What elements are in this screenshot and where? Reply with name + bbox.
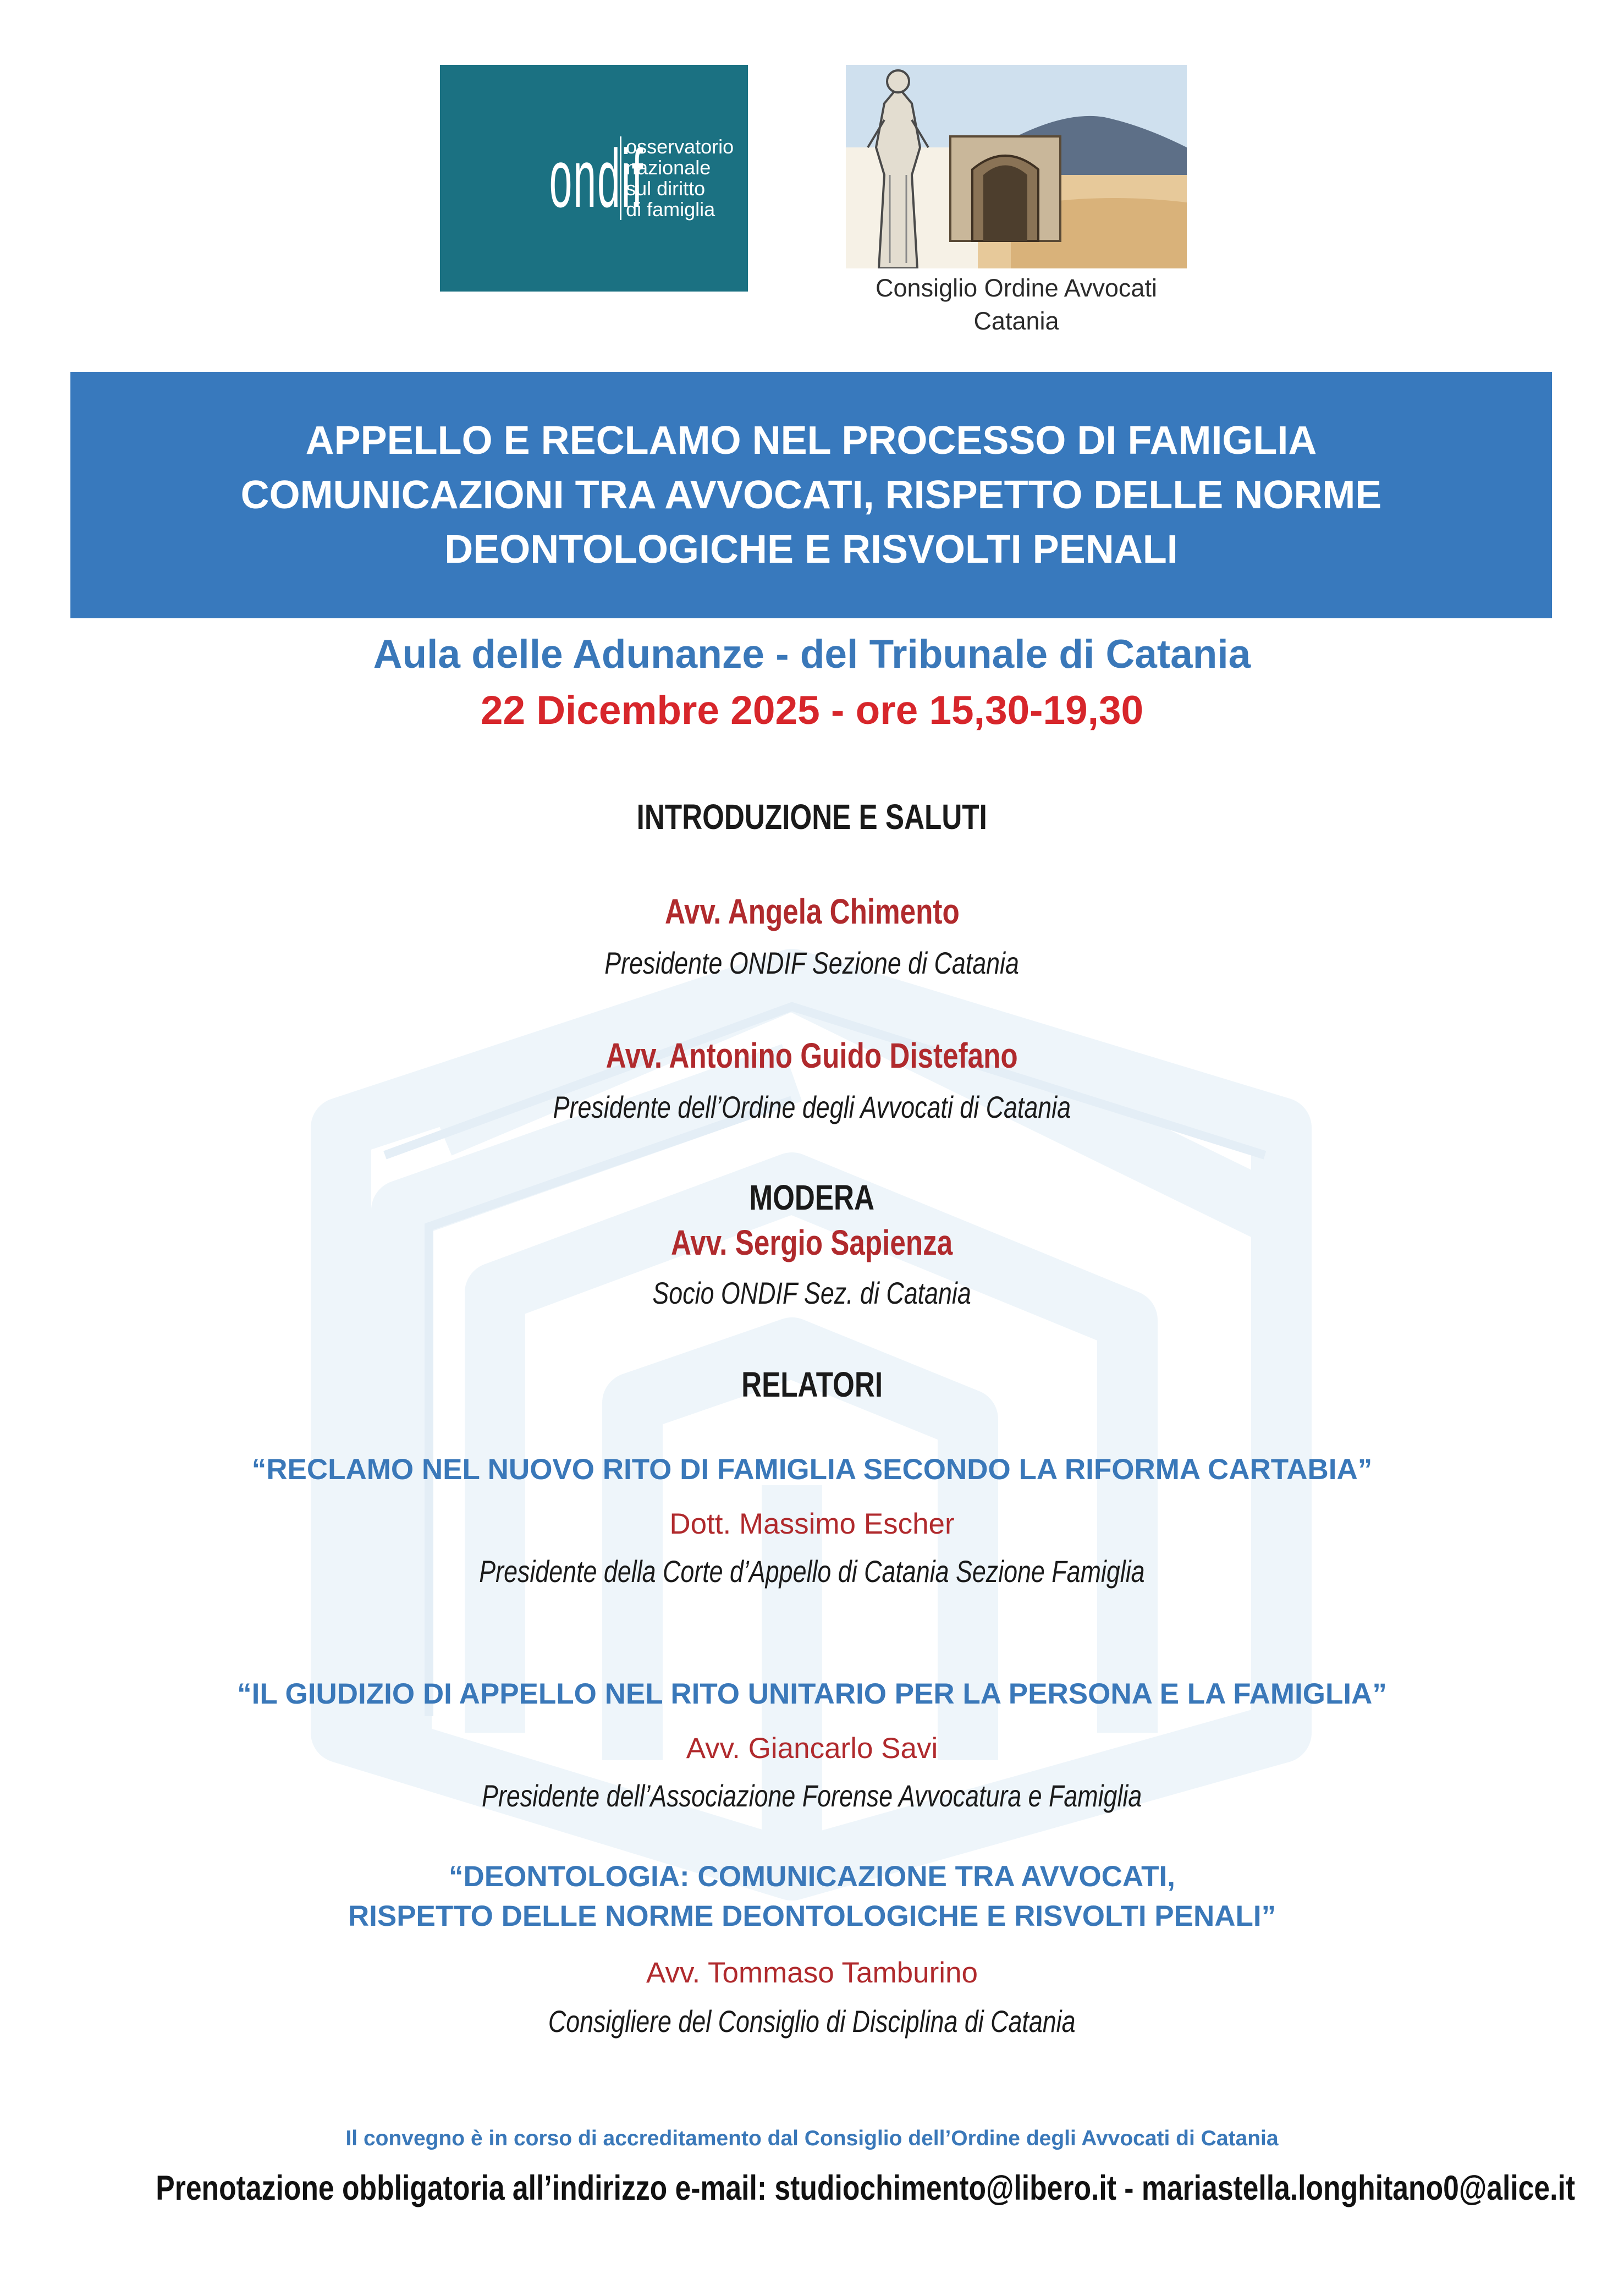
coa-caption (797, 272, 1235, 338)
moderator-heading-row (0, 1177, 1624, 1218)
speaker-name: Avv. Angela Chimento (664, 892, 960, 931)
intro-role-1-row (0, 945, 1624, 981)
ondif-logo-mark: ondif (549, 132, 645, 224)
moderator-role: Socio ONDIF Sez. di Catania (652, 1276, 972, 1310)
intro-role-2-row (0, 1089, 1624, 1125)
event-date: 22 Dicembre 2025 - ore 15,30-19,30 (480, 688, 1144, 733)
talk-role-row (0, 1778, 1624, 1814)
ondif-logo-line: osservatorio (626, 135, 734, 158)
talk-role-row (0, 2003, 1624, 2039)
talk-title: RISPETTO DELLE NORME DEONTOLOGICHE E RISVOLTI PENALI” (348, 1900, 1276, 1932)
moderator-heading: MODERA (749, 1178, 875, 1217)
speakers-heading: RELATORI (741, 1365, 883, 1404)
talk-title: “RECLAMO NEL NUOVO RITO DI FAMIGLIA SECONDO LA RIFORMA CARTABIA” (251, 1453, 1373, 1486)
booking-row (0, 2168, 1624, 2208)
speaker-role: Presidente dell’Ordine degli Avvocati di Catania (553, 1090, 1071, 1124)
talk-speaker: Avv. Tommaso Tamburino (646, 1957, 978, 1989)
moderator-name-row (0, 1222, 1624, 1263)
ondif-logo-line: sul diritto (626, 177, 706, 200)
accreditation-note: Il convegno è in corso di accreditamento dal Consiglio dell’Ordine degli Avvocati di Catania (345, 2127, 1279, 2150)
talk-speaker: Avv. Giancarlo Savi (686, 1732, 938, 1765)
intro-speaker-2-row (0, 1035, 1624, 1076)
ondif-logo (440, 65, 748, 292)
talk-speaker: Dott. Massimo Escher (669, 1508, 955, 1540)
speaker-role: Presidente ONDIF Sezione di Catania (604, 946, 1020, 980)
coa-illustration (846, 65, 1187, 268)
talk-role: Presidente della Corte d’Appello di Catania Sezione Famiglia (479, 1554, 1145, 1589)
talk-role: Presidente dell’Associazione Forense Avvocatura e Famiglia (482, 1778, 1142, 1813)
ondif-logo-line: di famiglia (626, 198, 715, 221)
event-venue: Aula delle Adunanze - del Tribunale di Catania (373, 632, 1251, 677)
moderator-name: Avv. Sergio Sapienza (671, 1223, 953, 1262)
coa-caption-line: Consiglio Ordine Avvocati (876, 274, 1157, 302)
title-banner (70, 372, 1552, 618)
talk-title: “IL GIUDIZIO DI APPELLO NEL RITO UNITARIO PER LA PERSONA E LA FAMIGLIA” (237, 1678, 1387, 1710)
title-line: APPELLO E RECLAMO NEL PROCESSO DI FAMIGLIA (305, 418, 1317, 463)
talk-role-row (0, 1553, 1624, 1589)
speakers-heading-row (0, 1364, 1624, 1405)
intro-speaker-1-row (0, 891, 1624, 932)
coa-caption-line: Catania (973, 307, 1059, 335)
title-line: COMUNICAZIONI TRA AVVOCATI, RISPETTO DELLE NORME (240, 473, 1382, 517)
booking-note: Prenotazione obbligatoria all’indirizzo e-mail: studiochimento@libero.it - mariastella.longhitano0@alice.it (156, 2169, 1576, 2207)
speaker-name: Avv. Antonino Guido Distefano (606, 1036, 1018, 1075)
title-line: DEONTOLOGICHE E RISVOLTI PENALI (444, 527, 1178, 572)
talk-role: Consigliere del Consiglio di Disciplina di Catania (548, 2004, 1076, 2039)
introduction-heading-row (0, 797, 1624, 837)
introduction-heading: INTRODUZIONE E SALUTI (636, 797, 988, 837)
ondif-logo-line: nazionale (626, 156, 711, 179)
talk-title: “DEONTOLOGIA: COMUNICAZIONE TRA AVVOCATI, (448, 1860, 1176, 1893)
moderator-role-row (0, 1275, 1624, 1311)
